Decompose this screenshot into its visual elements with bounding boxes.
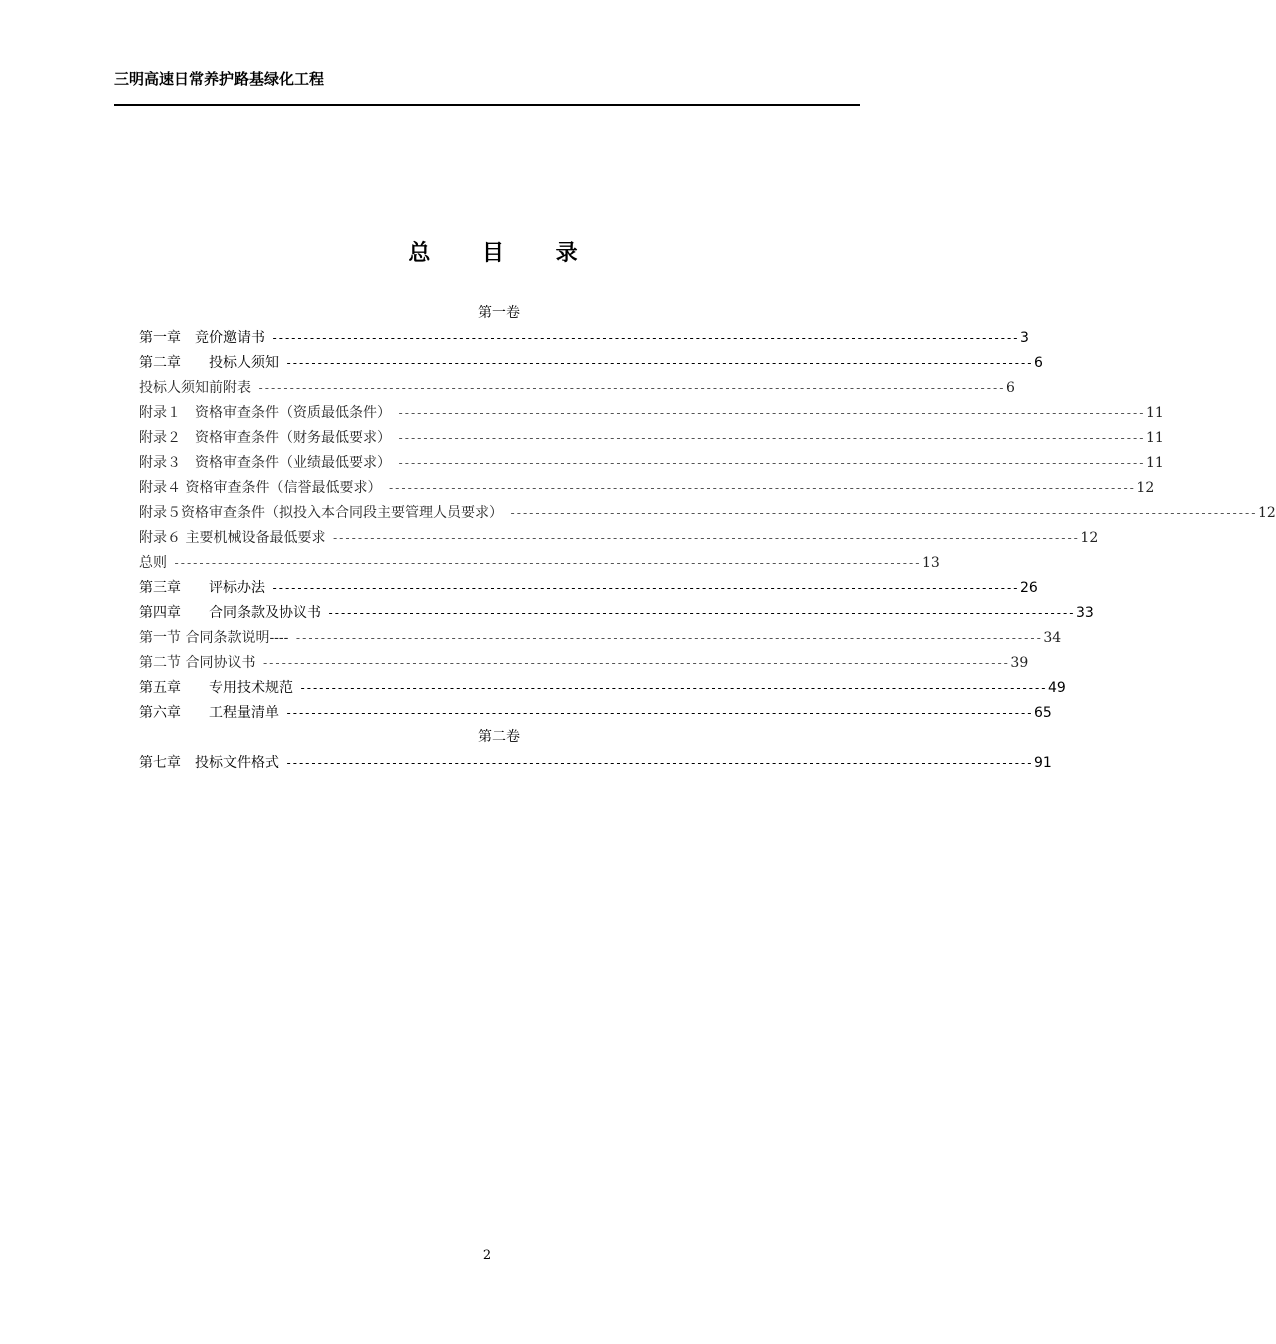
toc-entry[interactable] <box>139 527 1099 547</box>
toc-volume-1: 第一卷 <box>478 305 520 321</box>
toc-entry-page: 34 <box>1043 630 1062 646</box>
toc-entry-page: 11 <box>1145 405 1164 421</box>
toc-entry-page: 26 <box>1019 580 1038 596</box>
toc-entry-page: 11 <box>1145 455 1164 471</box>
toc-entry[interactable] <box>139 427 1164 447</box>
toc-leader: ------------------------------------------------------------------------------------------------------------------------ <box>173 556 920 570</box>
toc-entry[interactable] <box>139 602 1094 622</box>
toc-entry-label: 附录３ 资格审查条件（业绩最低要求） <box>139 455 391 471</box>
toc-entry-label: 投标人须知前附表 <box>139 380 251 396</box>
toc-leader: ------------------------------------------------------------------------------------------------------------------------ <box>387 481 1135 495</box>
toc-entry-label: 附录１ 资格审查条件（资质最低条件） <box>139 405 391 421</box>
toc-leader: ------------------------------------------------------------------------------------------------------------------------ <box>299 681 1046 695</box>
toc-entry-label: 第三章 评标办法 <box>139 580 265 596</box>
toc-entry-label: 附录２ 资格审查条件（财务最低要求） <box>139 430 391 446</box>
toc-entry-label: 第七章 投标文件格式 <box>139 755 279 771</box>
toc-entry[interactable] <box>139 677 1066 697</box>
toc-entry-page: 12 <box>1257 505 1276 521</box>
toc-entry-label: 附录４ 资格审查条件（信誉最低要求） <box>139 480 382 496</box>
toc-leader: ------------------------------------------------------------------------------------------------------------------------ <box>397 431 1144 445</box>
toc-entry-label: 第六章 工程量清单 <box>139 705 279 721</box>
toc-entry-page: 13 <box>921 555 940 571</box>
toc-entry[interactable] <box>139 502 1276 522</box>
toc-entry-label: 第四章 合同条款及协议书 <box>139 605 321 621</box>
header-rule <box>114 104 860 106</box>
toc-entry-page: 39 <box>1010 655 1029 671</box>
toc-volume-2: 第二卷 <box>478 729 520 745</box>
toc-entry[interactable] <box>139 402 1164 422</box>
toc-entry[interactable] <box>139 377 1015 397</box>
toc-leader: ------------------------------------------------------------------------------------------------------------------------ <box>509 506 1256 520</box>
toc-entry[interactable] <box>139 327 1029 347</box>
toc-entry-label: 附录６ 主要机械设备最低要求 <box>139 530 326 546</box>
toc-leader: ------------------------------------------------------------------------------------------------------------------------ <box>257 381 1004 395</box>
toc-entry[interactable] <box>139 627 1062 647</box>
toc-leader: ------------------------------------------------------------------------------------------------------------------------ <box>271 581 1018 595</box>
toc-entry-page: 11 <box>1145 430 1164 446</box>
toc-leader: ------------------------------------------------------------------------------------------------------------------------ <box>331 531 1079 545</box>
toc-entry-label: 第一章 竞价邀请书 <box>139 330 265 346</box>
toc-leader: ------------------------------------------------------------------------------------------------------------------------ <box>285 756 1032 770</box>
toc-entry-page: 6 <box>1005 380 1015 396</box>
toc-entry-page: 6 <box>1033 355 1043 371</box>
toc-entry-page: 33 <box>1075 605 1094 621</box>
toc-entry[interactable] <box>139 552 940 572</box>
toc-entry-label: 第二章 投标人须知 <box>139 355 279 371</box>
toc-entry[interactable] <box>139 577 1038 597</box>
toc-leader: ------------------------------------------------------------------------------------------------------------------------ <box>327 606 1074 620</box>
toc-leader: ------------------------------------------------------------------------------------------------------------------------ <box>271 331 1018 345</box>
toc-entry-page: 49 <box>1047 680 1066 696</box>
toc-leader: ------------------------------------------------------------------------------------------------------------------------ <box>261 656 1009 670</box>
toc-entry-page: 12 <box>1136 480 1155 496</box>
toc-leader: ------------------------------------------------------------------------------------------------------------------------ <box>294 631 1042 645</box>
toc-entry[interactable] <box>139 752 1052 772</box>
toc-entry-page: 12 <box>1080 530 1099 546</box>
toc-entry-label: 总则 <box>139 555 167 571</box>
toc-entry[interactable] <box>139 352 1043 372</box>
page-number: 2 <box>482 1248 492 1263</box>
toc-entry-page: 3 <box>1019 330 1029 346</box>
toc-entry-label: 第二节 合同协议书 <box>139 655 256 671</box>
toc-entry[interactable] <box>139 452 1164 472</box>
toc-entry-page: 91 <box>1033 755 1052 771</box>
toc-entry-page: 65 <box>1033 705 1052 721</box>
toc-entry-label: 第五章 专用技术规范 <box>139 680 293 696</box>
toc-entry[interactable] <box>139 702 1052 722</box>
toc-leader: ------------------------------------------------------------------------------------------------------------------------ <box>397 456 1144 470</box>
document-title: 总 目 录 <box>408 241 600 266</box>
running-header: 三明高速日常养护路基绿化工程 <box>114 70 325 88</box>
toc-entry-label: 第一节 合同条款说明---- <box>139 630 289 646</box>
toc-leader: ------------------------------------------------------------------------------------------------------------------------ <box>397 406 1144 420</box>
toc-leader: ------------------------------------------------------------------------------------------------------------------------ <box>285 356 1032 370</box>
toc-entry[interactable] <box>139 477 1155 497</box>
toc-entry[interactable] <box>139 652 1029 672</box>
toc-entry-label: 附录５资格审查条件（拟投入本合同段主要管理人员要求） <box>139 505 503 521</box>
toc-leader: ------------------------------------------------------------------------------------------------------------------------ <box>285 706 1032 720</box>
